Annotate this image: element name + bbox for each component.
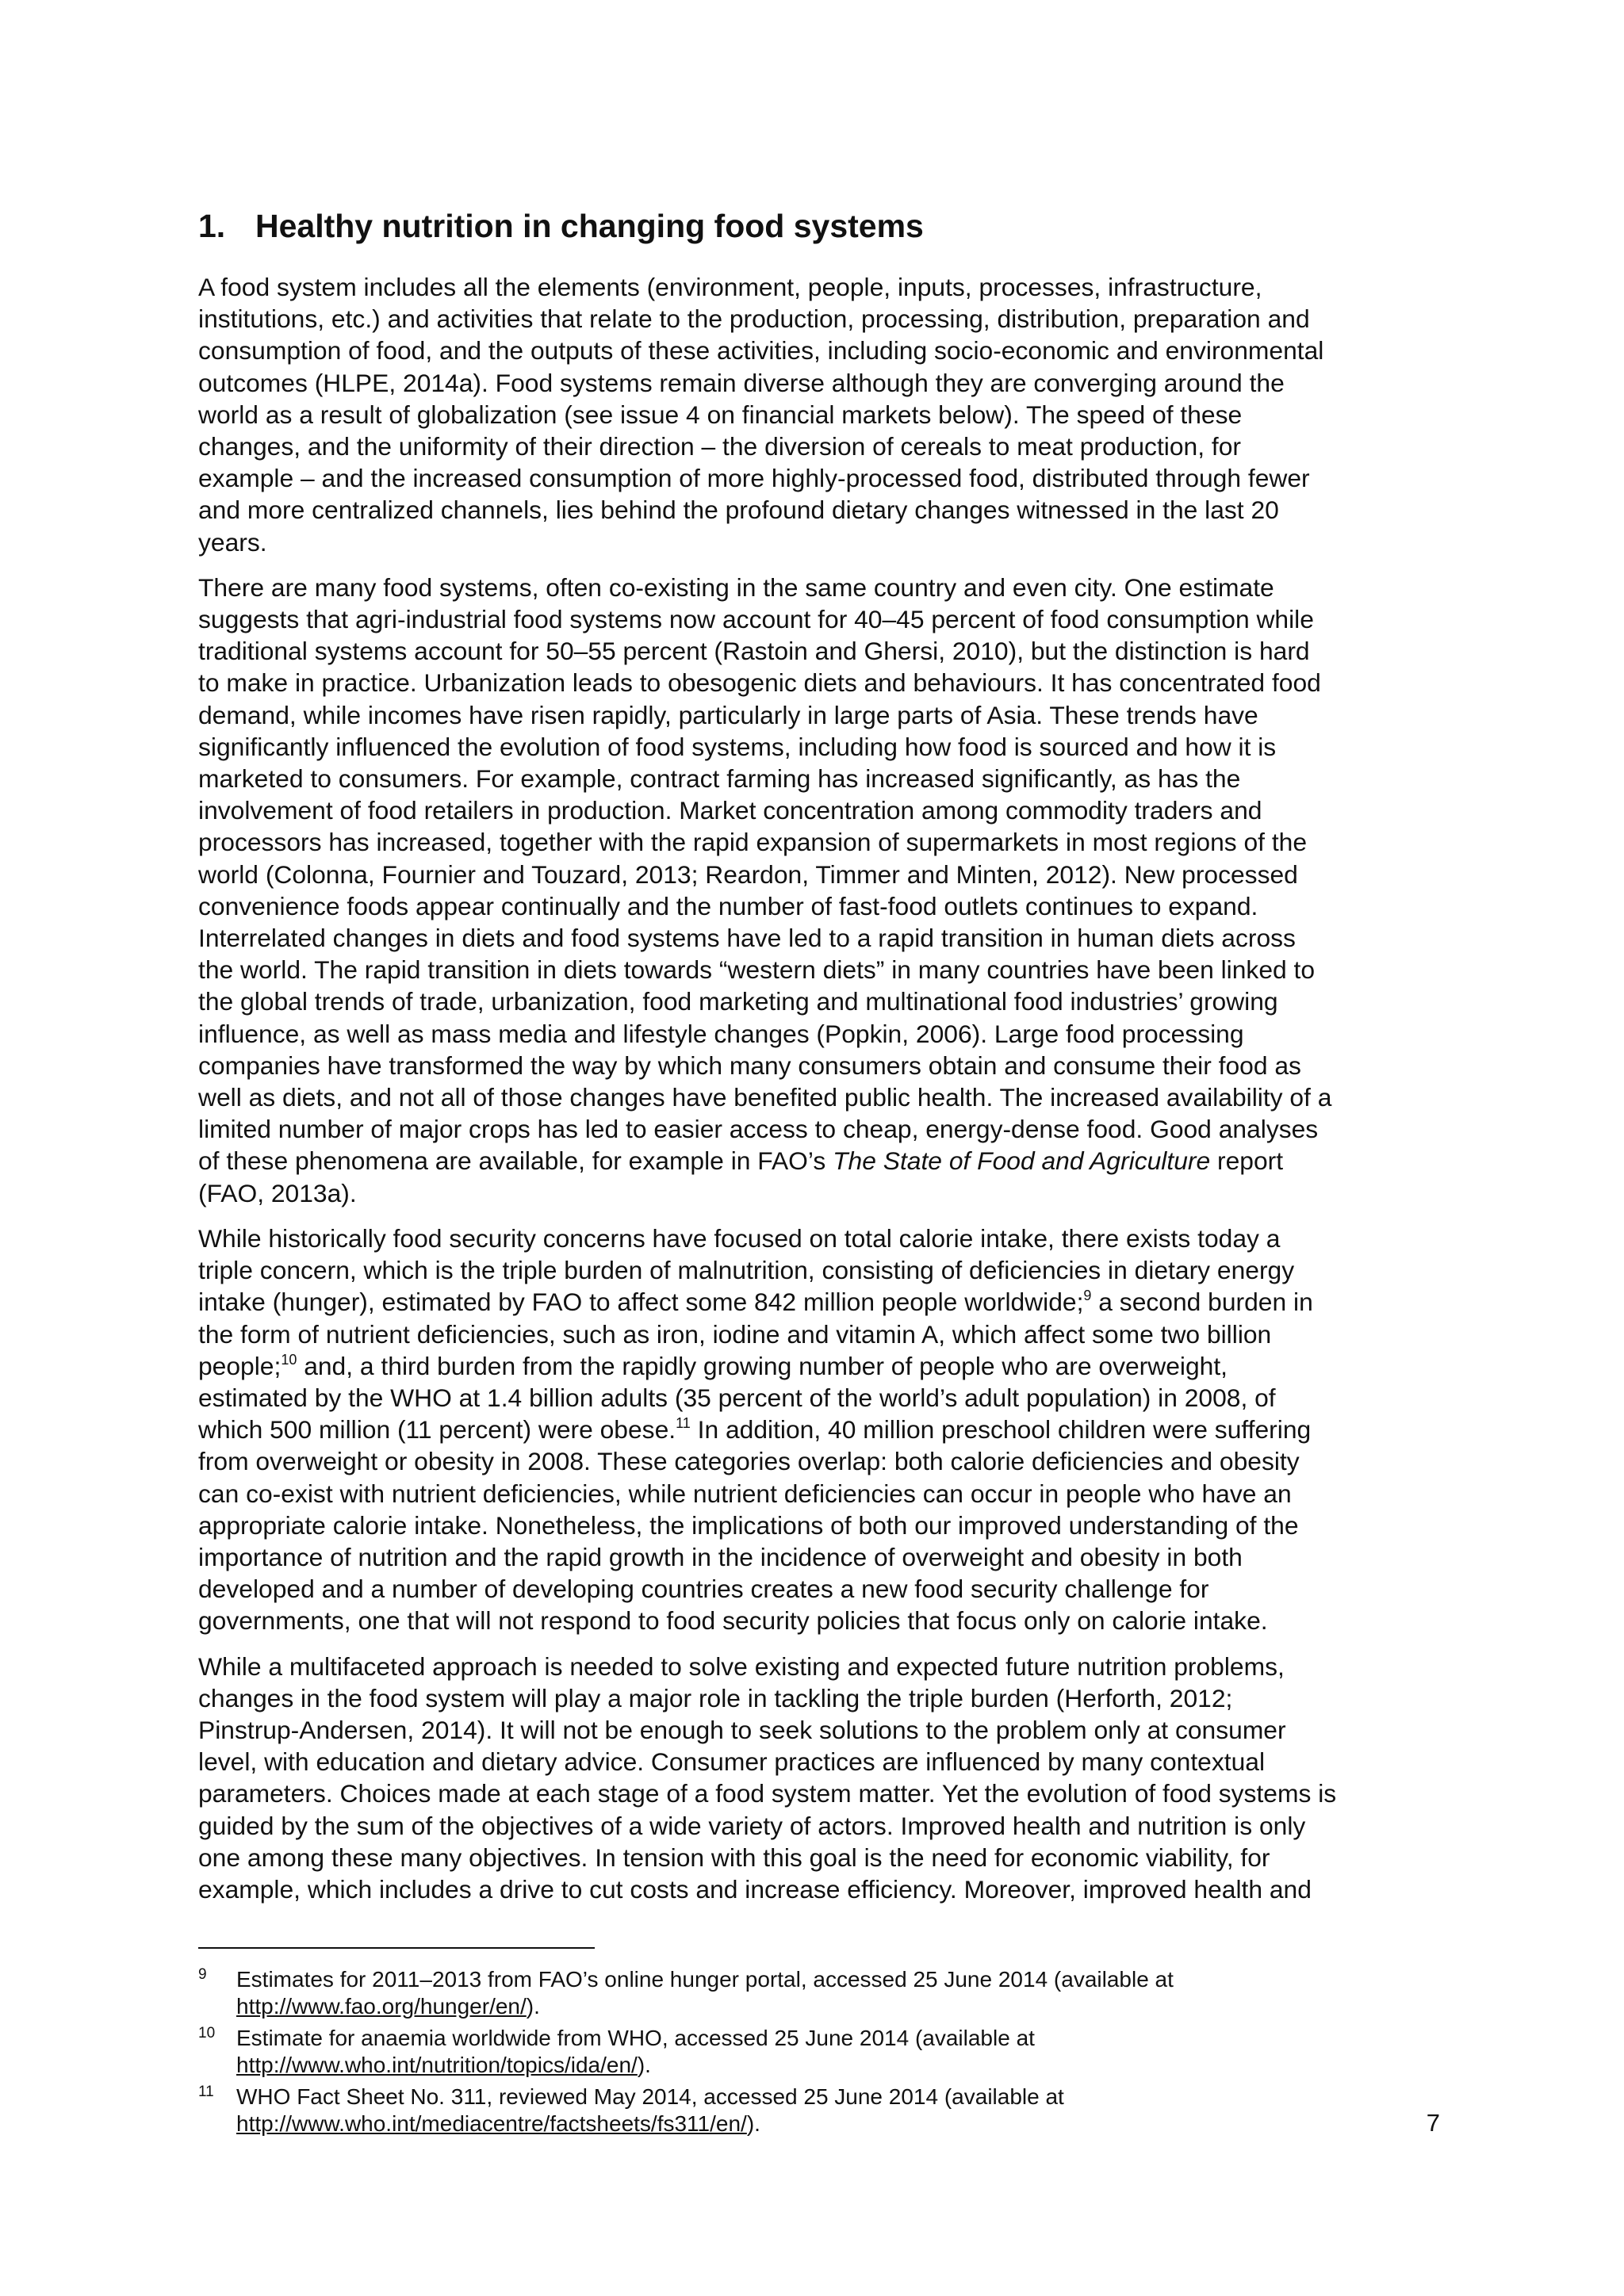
- text-line: outcomes (HLPE, 2014a). Food systems remain diverse although they are converging around the: [198, 368, 1285, 397]
- text-line: convenience foods appear continually and the number of fast-food outlets continues to expand.: [198, 891, 1258, 920]
- footnote-mark: 11: [198, 2084, 214, 2100]
- text-line: [198, 1350, 1439, 1382]
- footnotes: [198, 1966, 1439, 2142]
- text-line: demand, while incomes have risen rapidly, particularly in large parts of Asia. These trends have: [198, 700, 1258, 729]
- footnote-link[interactable]: http://www.who.int/nutrition/topics/ida/en/: [236, 2053, 638, 2077]
- text-line: processors has increased, together with the rapid expansion of supermarkets in most regions of the: [198, 828, 1308, 857]
- text-line: significantly influenced the evolution of food systems, including how food is sourced and how it is: [198, 732, 1277, 761]
- text-line: parameters. Choices made at each stage of a food system matter. Yet the evolution of food systems is: [198, 1779, 1337, 1808]
- publication-title: The State of Food and Agriculture: [833, 1146, 1211, 1176]
- footnote-tail: ).: [526, 1994, 540, 2019]
- text-line: well as diets, and not all of those changes have benefited public health. The increased availability of a: [198, 1083, 1332, 1112]
- text-line: developed and a number of developing countries creates a new food security challenge for: [198, 1575, 1209, 1604]
- paragraph-1: [198, 271, 1439, 558]
- paragraph-3: [198, 1223, 1439, 1637]
- footnote-9: [198, 1966, 1439, 2020]
- text-line: [198, 1286, 1439, 1318]
- footnote-separator: [198, 1947, 595, 1949]
- text-line: from overweight or obesity in 2008. These categories overlap: both calorie deficiencies and obesity: [198, 1447, 1300, 1476]
- footnote-text: Estimates for 2011–2013 from FAO’s online hunger portal, accessed 25 June 2014 (available at: [236, 1967, 1174, 1992]
- text-line: involvement of food retailers in production. Market concentration among commodity traders and: [198, 796, 1262, 825]
- text-line: Interrelated changes in diets and food systems have led to a rapid transition in human diets across: [198, 924, 1296, 953]
- paragraph-2: [198, 572, 1439, 1209]
- text-line: can co-exist with nutrient deficiencies, while nutrient deficiencies can occur in people who have an: [198, 1479, 1292, 1508]
- text-line: [198, 1414, 1439, 1445]
- text-line: (FAO, 2013a).: [198, 1178, 357, 1207]
- section-number: 1.: [198, 208, 226, 244]
- text-line: and more centralized channels, lies behind the profound dietary changes witnessed in the last 20: [198, 496, 1279, 525]
- footnote-mark: 10: [198, 2025, 216, 2042]
- footnote-11: [198, 2084, 1439, 2137]
- text-line: traditional systems account for 50–55 percent (Rastoin and Ghersi, 2010), but the distinction is hard: [198, 637, 1310, 666]
- text-line: While historically food security concerns have focused on total calorie intake, there exists today a: [198, 1223, 1281, 1253]
- text-run: which 500 million (11 percent) were obese.: [198, 1415, 676, 1445]
- body-text: [198, 271, 1439, 1919]
- text-line: level, with education and dietary advice. Consumer practices are influenced by many contextual: [198, 1747, 1266, 1777]
- footnote-text: Estimate for anaemia worldwide from WHO, accessed 25 June 2014 (available at: [236, 2026, 1035, 2050]
- text-line: institutions, etc.) and activities that relate to the production, processing, distribution, preparation and: [198, 304, 1310, 334]
- text-line: the global trends of trade, urbanization, food marketing and multinational food industries’ growing: [198, 987, 1278, 1016]
- text-line: changes, and the uniformity of their direction – the diversion of cereals to meat production, for: [198, 432, 1241, 461]
- text-line: Pinstrup-Andersen, 2014). It will not be enough to seek solutions to the problem only at consumer: [198, 1715, 1286, 1744]
- footnote-link[interactable]: http://www.fao.org/hunger/en/: [236, 1994, 527, 2019]
- text-line: marketed to consumers. For example, contract farming has increased significantly, as has the: [198, 764, 1241, 794]
- text-line: the form of nutrient deficiencies, such as iron, iodine and vitamin A, which affect some two billion: [198, 1319, 1272, 1349]
- text-line: estimated by the WHO at 1.4 billion adults (35 percent of the world’s adult population) in 2008, of: [198, 1383, 1276, 1412]
- text-line: world (Colonna, Fournier and Touzard, 2013; Reardon, Timmer and Minten, 2012). New processed: [198, 859, 1298, 889]
- footnote-ref-9[interactable]: 9: [1083, 1288, 1092, 1304]
- text-line: guided by the sum of the objectives of a wide variety of actors. Improved health and nutrition is only: [198, 1811, 1306, 1840]
- text-line: the world. The rapid transition in diets towards “western diets” in many countries have been linked to: [198, 955, 1316, 985]
- text-run: people;: [198, 1351, 282, 1380]
- text-line: limited number of major crops has led to easier access to cheap, energy-dense food. Good analyses: [198, 1115, 1319, 1144]
- footnote-ref-11[interactable]: 11: [676, 1415, 691, 1432]
- text-line: While a multifaceted approach is needed to solve existing and expected future nutrition problems,: [198, 1651, 1285, 1681]
- text-run: of these phenomena are available, for example in FAO’s: [198, 1146, 833, 1176]
- text-line: importance of nutrition and the rapid growth in the incidence of overweight and obesity in both: [198, 1542, 1243, 1571]
- text-line: world as a result of globalization (see issue 4 on financial markets below). The speed of these: [198, 400, 1243, 429]
- text-line: appropriate calorie intake. Nonetheless, the implications of both our improved understanding of the: [198, 1510, 1299, 1540]
- text-line: to make in practice. Urbanization leads to obesogenic diets and behaviours. It has concentrated food: [198, 668, 1321, 698]
- footnote-tail: ).: [746, 2111, 760, 2136]
- text-line: suggests that agri-industrial food systems now account for 40–45 percent of food consumption while: [198, 605, 1314, 634]
- footnote-link[interactable]: http://www.who.int/mediacentre/factsheets/fs311/en/: [236, 2111, 747, 2136]
- text-line: influence, as well as mass media and lifestyle changes (Popkin, 2006). Large food processing: [198, 1019, 1244, 1048]
- text-line: There are many food systems, often co-existing in the same country and even city. One estimate: [198, 572, 1274, 602]
- section-title: Healthy nutrition in changing food systems: [255, 208, 924, 244]
- text-line: consumption of food, and the outputs of these activities, including socio-economic and environmental: [198, 336, 1324, 365]
- footnote-ref-10[interactable]: 10: [281, 1351, 297, 1368]
- text-run: In addition, 40 million preschool children were suffering: [690, 1415, 1312, 1445]
- footnote-url-line: [236, 2052, 1439, 2079]
- text-run: a second burden in: [1091, 1288, 1313, 1317]
- paragraph-4: [198, 1651, 1439, 1906]
- footnote-url-line: [236, 2110, 1439, 2137]
- footnote-10: [198, 2025, 1439, 2079]
- text-line: [198, 1145, 1439, 1177]
- section-heading: [198, 208, 924, 245]
- footnote-url-line: [236, 1993, 1439, 2020]
- footnote-text: WHO Fact Sheet No. 311, reviewed May 2014, accessed 25 June 2014 (available at: [236, 2084, 1064, 2109]
- text-line: example – and the increased consumption of more highly-processed food, distributed through fewer: [198, 464, 1310, 493]
- text-line: companies have transformed the way by which many consumers obtain and consume their food as: [198, 1050, 1301, 1080]
- text-line: example, which includes a drive to cut costs and increase efficiency. Moreover, improved health and: [198, 1874, 1312, 1904]
- footnote-mark: 9: [198, 1966, 207, 1983]
- text-line: one among these many objectives. In tension with this goal is the need for economic viability, for: [198, 1843, 1270, 1872]
- page-number: 7: [1426, 2109, 1440, 2137]
- text-line: governments, one that will not respond to food security policies that focus only on calorie intake.: [198, 1606, 1268, 1636]
- footnote-tail: ).: [637, 2053, 651, 2077]
- text-line: triple concern, which is the triple burden of malnutrition, consisting of deficiencies in dietary energy: [198, 1256, 1295, 1285]
- text-run: and, a third burden from the rapidly growing number of people who are overweight,: [297, 1351, 1228, 1380]
- text-line: A food system includes all the elements (environment, people, inputs, processes, infrastructure,: [198, 273, 1262, 301]
- text-line: changes in the food system will play a major role in tackling the triple burden (Herforth, 2012;: [198, 1683, 1233, 1712]
- text-run: report: [1210, 1146, 1284, 1176]
- text-run: intake (hunger), estimated by FAO to affect some 842 million people worldwide;: [198, 1288, 1084, 1317]
- text-line: years.: [198, 527, 267, 557]
